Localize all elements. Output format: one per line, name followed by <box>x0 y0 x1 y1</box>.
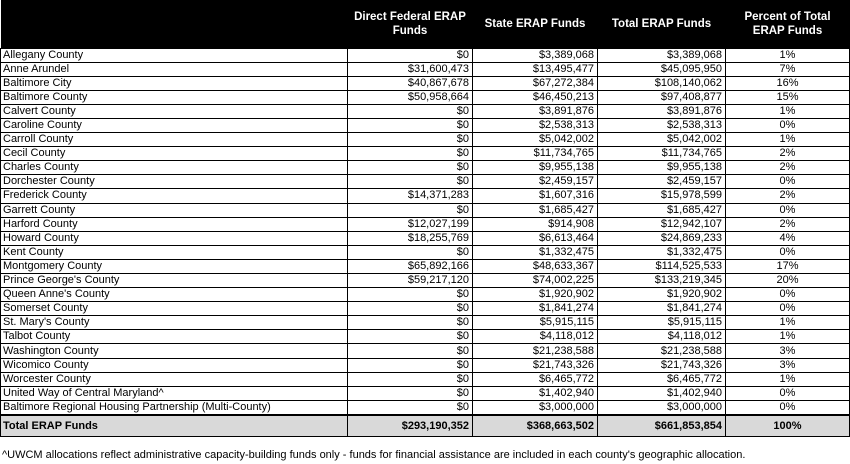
table-row <box>1 76 850 90</box>
header-federal-funds: Direct Federal ERAP Funds <box>354 10 466 37</box>
county-name: United Way of Central Maryland^ <box>1 386 348 400</box>
state-funds: $1,402,940 <box>473 386 598 400</box>
table-row <box>1 259 850 273</box>
total-percent: 100% <box>726 415 850 437</box>
percent-of-total: 0% <box>726 400 850 415</box>
total-funds: $108,140,062 <box>598 76 726 90</box>
table-row <box>1 118 850 132</box>
county-name: Allegany County <box>1 48 348 62</box>
footnote: ^UWCM allocations reflect administrative capacity-building funds only - funds for financial assistance are included in each county's geographic allocation. <box>2 449 746 461</box>
total-label: Total ERAP Funds <box>1 415 348 437</box>
federal-funds: $0 <box>348 48 473 62</box>
total-funds: $1,332,475 <box>598 245 726 259</box>
percent-of-total: 0% <box>726 203 850 217</box>
state-funds: $46,450,213 <box>473 90 598 104</box>
state-funds: $9,955,138 <box>473 161 598 175</box>
county-name: Garrett County <box>1 203 348 217</box>
state-funds: $74,002,225 <box>473 274 598 288</box>
federal-funds: $0 <box>348 400 473 415</box>
percent-of-total: 3% <box>726 358 850 372</box>
total-funds: $9,955,138 <box>598 161 726 175</box>
federal-funds: $12,027,199 <box>348 217 473 231</box>
state-funds: $2,538,313 <box>473 118 598 132</box>
header-state-funds: State ERAP Funds <box>484 17 586 30</box>
federal-funds: $0 <box>348 316 473 330</box>
county-name: Caroline County <box>1 118 348 132</box>
percent-of-total: 17% <box>726 259 850 273</box>
total-funds: $97,408,877 <box>598 90 726 104</box>
percent-of-total: 2% <box>726 217 850 231</box>
county-name: Talbot County <box>1 330 348 344</box>
county-name: Baltimore Regional Housing Partnership (Multi-County) <box>1 400 348 415</box>
header-total-funds: Total ERAP Funds <box>611 17 712 30</box>
federal-funds: $0 <box>348 372 473 386</box>
total-funds: $24,869,233 <box>598 231 726 245</box>
state-funds: $4,118,012 <box>473 330 598 344</box>
percent-of-total: 15% <box>726 90 850 104</box>
table-row <box>1 316 850 330</box>
county-name: Wicomico County <box>1 358 348 372</box>
table-row <box>1 358 850 372</box>
state-funds: $914,908 <box>473 217 598 231</box>
total-federal: $293,190,352 <box>348 415 473 437</box>
county-name: Somerset County <box>1 302 348 316</box>
total-funds: $5,042,002 <box>598 133 726 147</box>
total-funds: $2,538,313 <box>598 118 726 132</box>
county-name: Washington County <box>1 344 348 358</box>
table-row <box>1 302 850 316</box>
county-name: Harford County <box>1 217 348 231</box>
state-funds: $21,743,326 <box>473 358 598 372</box>
total-funds: $1,841,274 <box>598 302 726 316</box>
percent-of-total: 3% <box>726 344 850 358</box>
total-row <box>1 415 850 437</box>
percent-of-total: 0% <box>726 118 850 132</box>
table-row <box>1 133 850 147</box>
federal-funds: $0 <box>348 245 473 259</box>
total-funds: $15,978,599 <box>598 189 726 203</box>
table-row <box>1 104 850 118</box>
header-row <box>1 0 850 48</box>
table-body <box>1 48 850 437</box>
total-funds: $114,525,533 <box>598 259 726 273</box>
table-row <box>1 175 850 189</box>
table-row <box>1 147 850 161</box>
total-funds: $21,238,588 <box>598 344 726 358</box>
state-funds: $3,891,876 <box>473 104 598 118</box>
state-funds: $1,332,475 <box>473 245 598 259</box>
county-name: Worcester County <box>1 372 348 386</box>
state-funds: $13,495,477 <box>473 62 598 76</box>
federal-funds: $0 <box>348 288 473 302</box>
total-state: $368,663,502 <box>473 415 598 437</box>
federal-funds: $0 <box>348 147 473 161</box>
federal-funds: $14,371,283 <box>348 189 473 203</box>
total-funds: $21,743,326 <box>598 358 726 372</box>
county-name: Anne Arundel <box>1 62 348 76</box>
header-county <box>1 0 348 48</box>
percent-of-total: 1% <box>726 372 850 386</box>
percent-of-total: 0% <box>726 288 850 302</box>
table-row <box>1 372 850 386</box>
percent-of-total: 16% <box>726 76 850 90</box>
federal-funds: $65,892,166 <box>348 259 473 273</box>
federal-funds: $0 <box>348 118 473 132</box>
county-name: Montgomery County <box>1 259 348 273</box>
state-funds: $3,389,068 <box>473 48 598 62</box>
table-row <box>1 161 850 175</box>
county-name: Prince George's County <box>1 274 348 288</box>
percent-of-total: 2% <box>726 189 850 203</box>
county-name: Cecil County <box>1 147 348 161</box>
percent-of-total: 0% <box>726 302 850 316</box>
total-funds: $3,891,876 <box>598 104 726 118</box>
state-funds: $3,000,000 <box>473 400 598 415</box>
county-name: Carroll County <box>1 133 348 147</box>
county-name: Calvert County <box>1 104 348 118</box>
federal-funds: $18,255,769 <box>348 231 473 245</box>
state-funds: $6,613,464 <box>473 231 598 245</box>
percent-of-total: 0% <box>726 386 850 400</box>
table-row <box>1 245 850 259</box>
state-funds: $6,465,772 <box>473 372 598 386</box>
total-funds: $5,915,115 <box>598 316 726 330</box>
county-name: Howard County <box>1 231 348 245</box>
percent-of-total: 0% <box>726 245 850 259</box>
federal-funds: $0 <box>348 161 473 175</box>
percent-of-total: 4% <box>726 231 850 245</box>
federal-funds: $0 <box>348 386 473 400</box>
federal-funds: $0 <box>348 133 473 147</box>
total-funds: $2,459,157 <box>598 175 726 189</box>
federal-funds: $0 <box>348 104 473 118</box>
table-row <box>1 386 850 400</box>
county-name: Charles County <box>1 161 348 175</box>
federal-funds: $0 <box>348 175 473 189</box>
federal-funds: $59,217,120 <box>348 274 473 288</box>
total-total: $661,853,854 <box>598 415 726 437</box>
table-row <box>1 203 850 217</box>
county-name: Frederick County <box>1 189 348 203</box>
federal-funds: $0 <box>348 203 473 217</box>
header-percent-total: Percent of Total ERAP Funds <box>744 10 831 37</box>
state-funds: $21,238,588 <box>473 344 598 358</box>
federal-funds: $0 <box>348 344 473 358</box>
state-funds: $1,920,902 <box>473 288 598 302</box>
federal-funds: $40,867,678 <box>348 76 473 90</box>
state-funds: $5,915,115 <box>473 316 598 330</box>
state-funds: $48,633,367 <box>473 259 598 273</box>
county-name: Dorchester County <box>1 175 348 189</box>
table-row <box>1 330 850 344</box>
total-funds: $11,734,765 <box>598 147 726 161</box>
percent-of-total: 1% <box>726 330 850 344</box>
state-funds: $2,459,157 <box>473 175 598 189</box>
table-row <box>1 62 850 76</box>
percent-of-total: 1% <box>726 104 850 118</box>
total-funds: $45,095,950 <box>598 62 726 76</box>
percent-of-total: 20% <box>726 274 850 288</box>
federal-funds: $50,958,664 <box>348 90 473 104</box>
federal-funds: $31,600,473 <box>348 62 473 76</box>
total-funds: $1,402,940 <box>598 386 726 400</box>
percent-of-total: 0% <box>726 175 850 189</box>
table-row <box>1 189 850 203</box>
federal-funds: $0 <box>348 330 473 344</box>
percent-of-total: 2% <box>726 147 850 161</box>
table-row <box>1 90 850 104</box>
table-row <box>1 217 850 231</box>
table-row <box>1 274 850 288</box>
county-name: Kent County <box>1 245 348 259</box>
total-funds: $133,219,345 <box>598 274 726 288</box>
table-row <box>1 48 850 62</box>
county-name: Baltimore County <box>1 90 348 104</box>
state-funds: $5,042,002 <box>473 133 598 147</box>
state-funds: $11,734,765 <box>473 147 598 161</box>
state-funds: $1,841,274 <box>473 302 598 316</box>
percent-of-total: 1% <box>726 48 850 62</box>
state-funds: $1,685,427 <box>473 203 598 217</box>
county-name: Queen Anne's County <box>1 288 348 302</box>
federal-funds: $0 <box>348 302 473 316</box>
total-funds: $6,465,772 <box>598 372 726 386</box>
table-row <box>1 231 850 245</box>
table-row <box>1 400 850 415</box>
table-row <box>1 288 850 302</box>
total-funds: $1,920,902 <box>598 288 726 302</box>
total-funds: $4,118,012 <box>598 330 726 344</box>
total-funds: $1,685,427 <box>598 203 726 217</box>
total-funds: $3,000,000 <box>598 400 726 415</box>
table-row <box>1 344 850 358</box>
total-funds: $12,942,107 <box>598 217 726 231</box>
percent-of-total: 2% <box>726 161 850 175</box>
percent-of-total: 1% <box>726 133 850 147</box>
total-funds: $3,389,068 <box>598 48 726 62</box>
county-name: St. Mary's County <box>1 316 348 330</box>
state-funds: $1,607,316 <box>473 189 598 203</box>
percent-of-total: 7% <box>726 62 850 76</box>
percent-of-total: 1% <box>726 316 850 330</box>
table-header <box>1 0 850 48</box>
state-funds: $67,272,384 <box>473 76 598 90</box>
federal-funds: $0 <box>348 358 473 372</box>
county-name: Baltimore City <box>1 76 348 90</box>
